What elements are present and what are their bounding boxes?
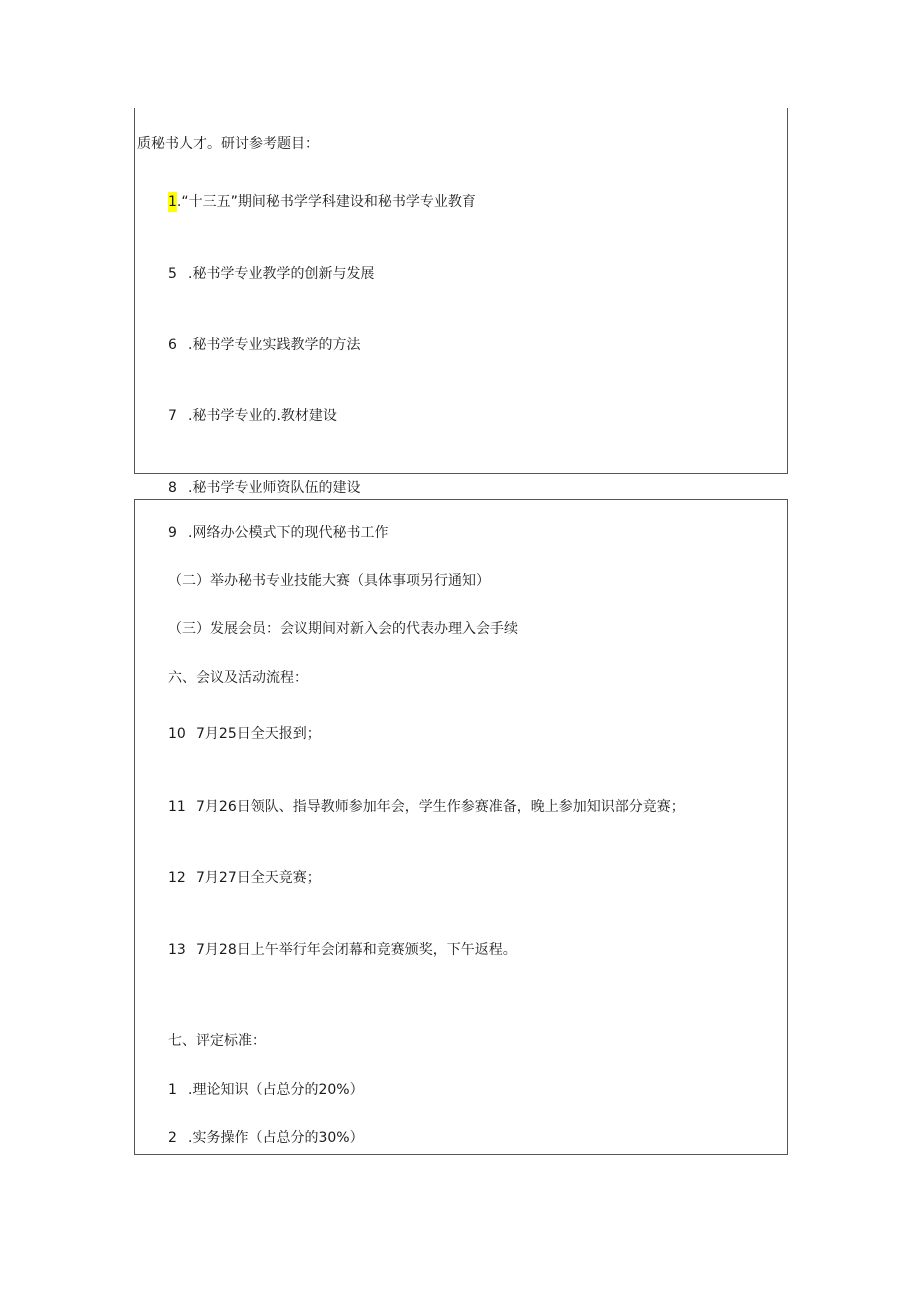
topic-text: .秘书学专业的.教材建设 — [188, 408, 337, 424]
intro-line: 质秘书人才。研讨参考题目： — [137, 136, 319, 152]
agenda-item-12 — [168, 868, 321, 888]
topic-number: 9 — [168, 525, 177, 541]
topic-number: 5 — [168, 266, 177, 282]
heading-criteria: 七、评定标准： — [168, 1033, 266, 1049]
criteria-item-1 — [168, 1080, 364, 1100]
topic-item-6 — [168, 335, 360, 355]
agenda-number: 10 — [168, 726, 186, 742]
agenda-text: 7月27日全天竞赛； — [196, 870, 321, 886]
heading-agenda: 六、会议及活动流程： — [168, 670, 308, 686]
topic-text: .网络办公模式下的现代秘书工作 — [188, 525, 389, 541]
criteria-number: 2 — [168, 1130, 177, 1146]
topic-item-7 — [168, 406, 337, 426]
topic-item-9 — [168, 523, 388, 543]
topic-text: .秘书学专业师资队伍的建设 — [188, 480, 361, 496]
criteria-number: 1 — [168, 1082, 177, 1098]
agenda-item-11 — [168, 797, 685, 817]
topic-item-5 — [168, 264, 374, 284]
topic-number: 6 — [168, 337, 177, 353]
agenda-number: 12 — [168, 870, 186, 886]
topic-item-8 — [168, 478, 360, 498]
section-membership: （三）发展会员：会议期间对新入会的代表办理入会手续 — [168, 621, 518, 637]
section-skills-contest: （二）举办秘书专业技能大赛（具体事项另行通知） — [168, 573, 490, 589]
topic-text: .秘书学专业实践教学的方法 — [188, 337, 361, 353]
agenda-text: 7月28日上午举行年会闭幕和竞赛颁奖，下午返程。 — [196, 942, 517, 958]
criteria-text: .理论知识（占总分的20%） — [188, 1082, 364, 1098]
criteria-item-2 — [168, 1128, 364, 1148]
topic-number: 7 — [168, 408, 177, 424]
topic-text: .“十三五”期间秘书学学科建设和秘书学专业教育 — [176, 194, 476, 210]
topic-text: .秘书学专业教学的创新与发展 — [188, 266, 375, 282]
topic-number: 1 — [168, 194, 177, 210]
agenda-number: 13 — [168, 942, 186, 958]
page-frame-bottom — [134, 499, 788, 1155]
topic-number: 8 — [168, 480, 177, 496]
agenda-text: 7月26日领队、指导教师参加年会，学生作参赛准备，晚上参加知识部分竞赛； — [196, 799, 685, 815]
agenda-item-10 — [168, 724, 321, 744]
agenda-item-13 — [168, 940, 517, 960]
criteria-text: .实务操作（占总分的30%） — [188, 1130, 364, 1146]
topic-item-1 — [168, 192, 476, 212]
agenda-number: 11 — [168, 799, 186, 815]
agenda-text: 7月25日全天报到； — [196, 726, 321, 742]
